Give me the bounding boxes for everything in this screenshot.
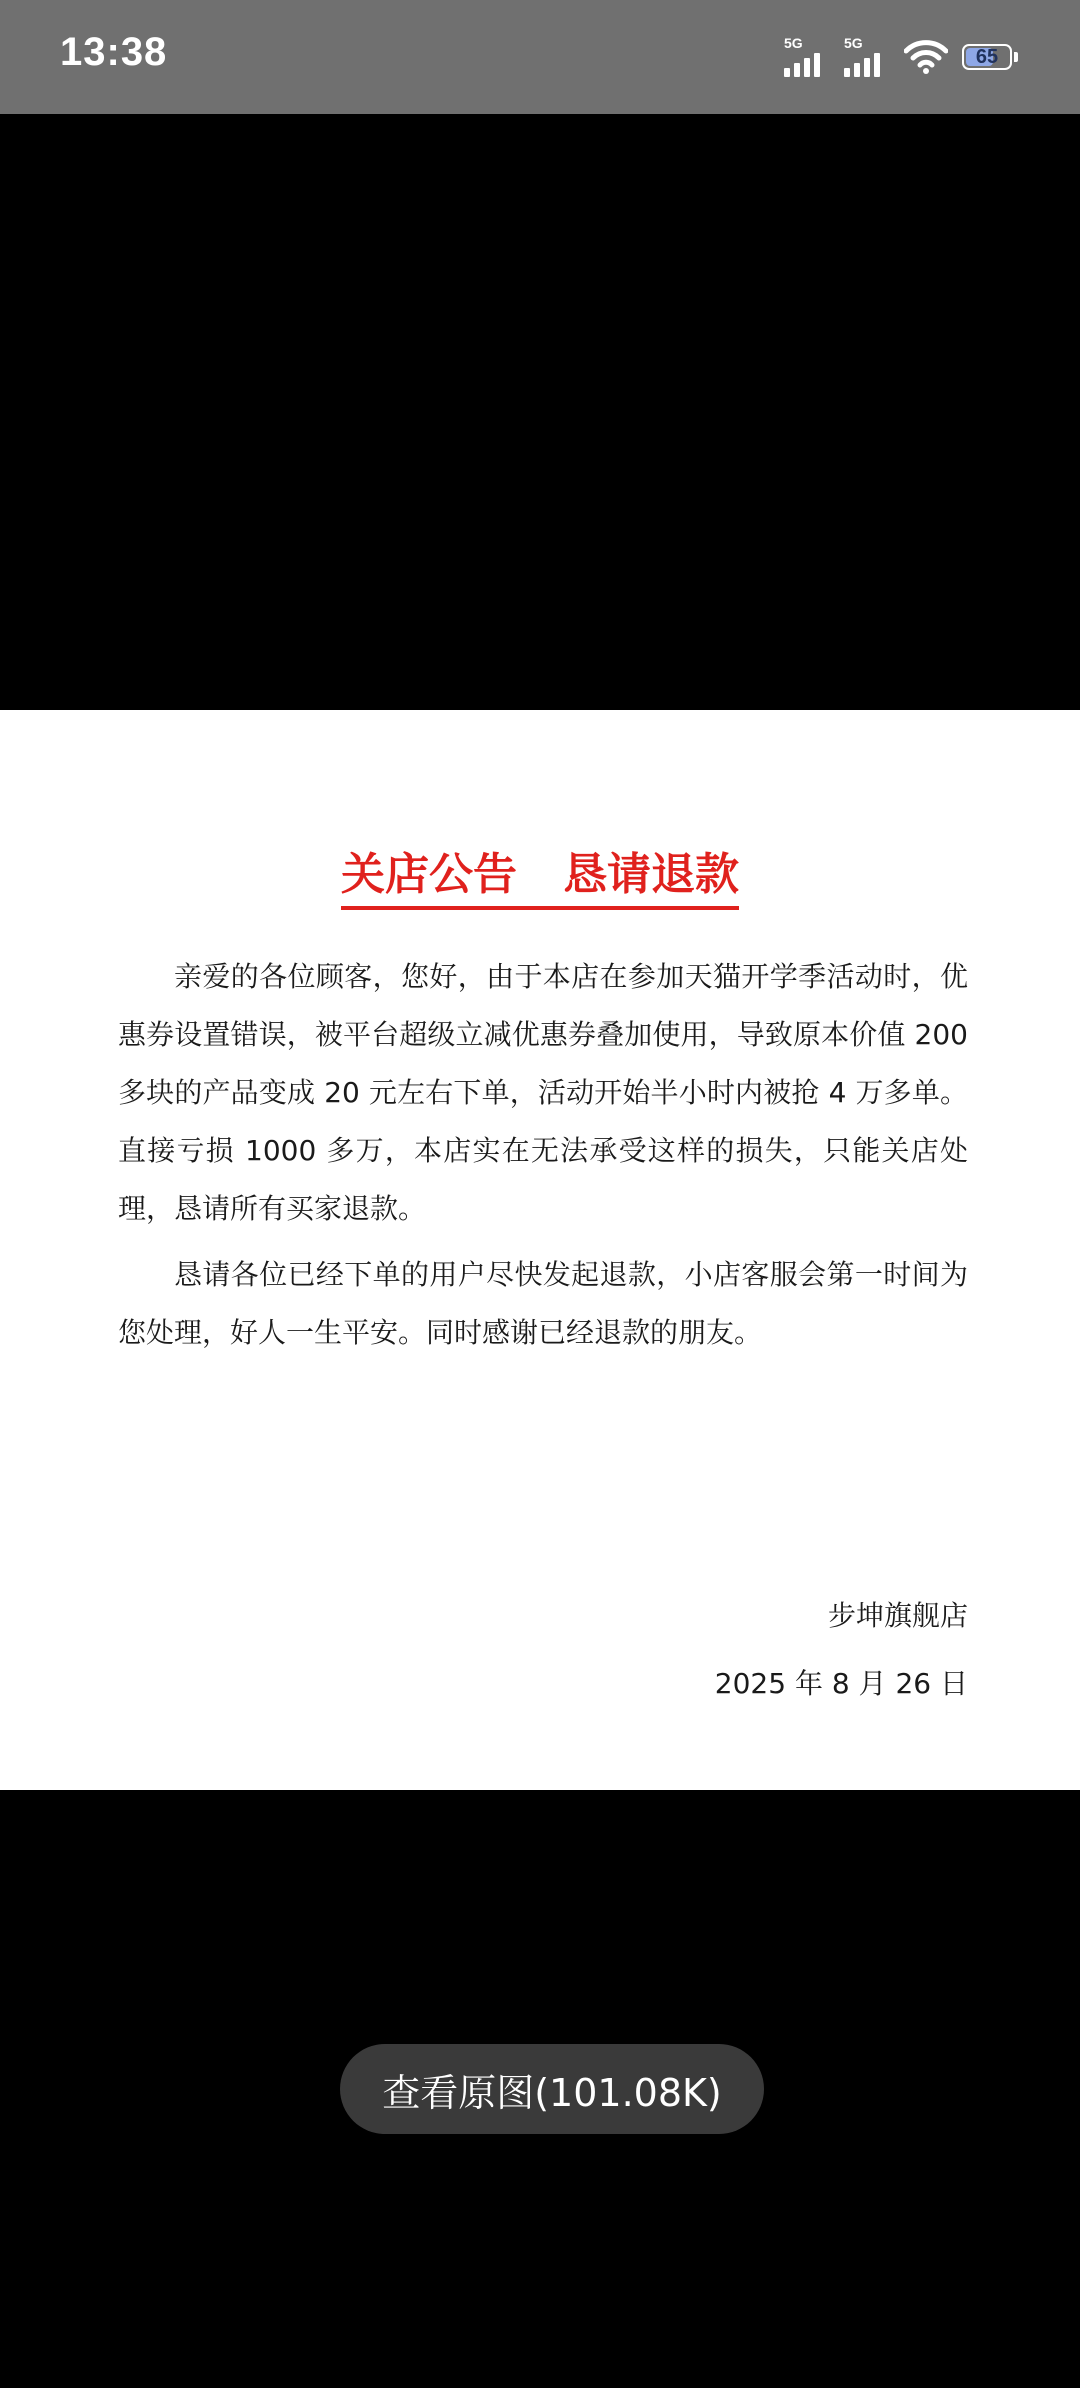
notice-signature-block (715, 1582, 968, 1718)
status-time: 13:38 (60, 30, 168, 74)
store-name: 步坤旗舰店 (827, 1599, 968, 1632)
wifi-icon (904, 39, 948, 75)
view-original-button[interactable]: 查看原图(101.08K) (340, 2044, 764, 2134)
notice-body (118, 948, 968, 1362)
network-type-label-1: 5G (784, 35, 803, 51)
network-type-label-2: 5G (844, 35, 863, 51)
notice-date: 2025 年 8 月 26 日 (714, 1667, 968, 1700)
cellular-signal-icon-2 (844, 37, 890, 77)
notice-paragraph-2: 恳请各位已经下单的用户尽快发起退款，小店客服会第一时间为您处理，好人一生平安。同时感谢已经退款的朋友。 (118, 1258, 968, 1349)
notice-title-text: 关店公告 恳请退款 (341, 838, 739, 910)
status-bar (0, 0, 1080, 114)
notice-image[interactable] (0, 710, 1080, 1790)
status-icons (784, 34, 1018, 80)
cellular-signal-icon-1 (784, 37, 830, 77)
notice-paragraph-1: 亲爱的各位顾客，您好，由于本店在参加天猫开学季活动时，优惠券设置错误，被平台超级立减优惠券叠加使用，导致原本价值 200 多块的产品变成 20 元左右下单，活动开始半小时内被抢 4 万多单。直接亏损 1000 多万，本店实在无法承受这样的损失，只能关店处理，恳请所有买家退款。 (118, 960, 968, 1225)
battery-level: 65 (975, 46, 999, 68)
notice-title (0, 838, 1080, 910)
battery-icon (962, 42, 1018, 72)
